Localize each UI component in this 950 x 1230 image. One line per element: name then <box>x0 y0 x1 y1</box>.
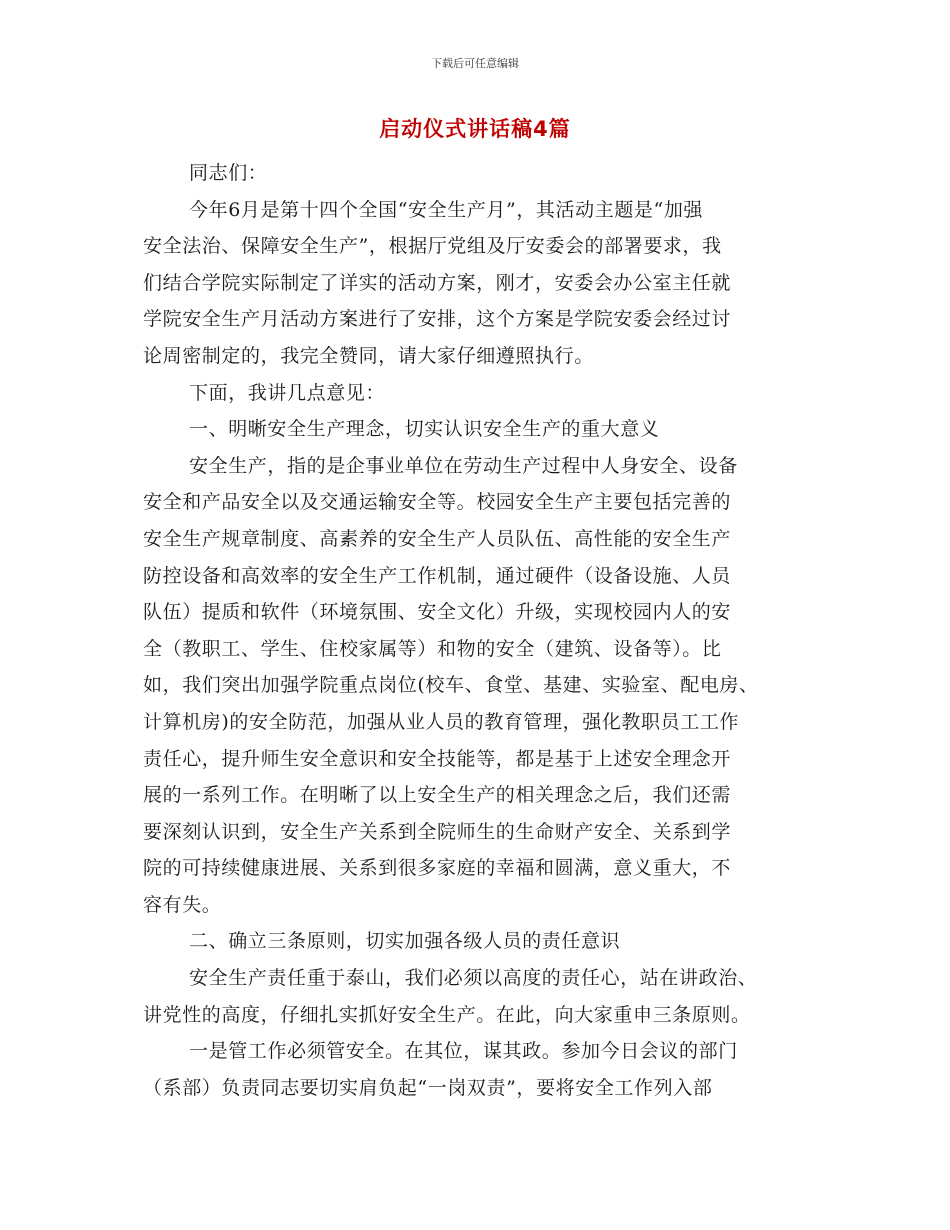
text-line: 全（教职工、学生、住校家属等）和物的安全（建筑、设备等）。比 <box>143 637 722 660</box>
text-line: 安全生产规章制度、高素养的安全生产人员队伍、高性能的安全生产 <box>143 527 732 550</box>
text-line: 一、明晰安全生产理念，切实认识安全生产的重大意义 <box>189 418 660 441</box>
text-line: 讲党性的高度，仔细扎实抓好安全生产。在此，向大家重申三条原则。 <box>143 1003 751 1026</box>
text-line: 责任心，提升师生安全意识和安全技能等，都是基于上述安全理念开 <box>143 747 732 770</box>
text-line: 安全生产责任重于泰山，我们必须以高度的责任心，站在讲政治、 <box>189 967 758 990</box>
text-line: 要深刻认识到，安全生产关系到全院师生的生命财产安全、关系到学 <box>143 820 732 843</box>
text-line: 防控设备和高效率的安全生产工作机制，通过硬件（设备设施、人员 <box>143 564 732 587</box>
text-line: 如，我们突出加强学院重点岗位(校车、食堂、基建、实验室、配电房、 <box>143 674 759 697</box>
text-line: 今年6月是第十四个全国“安全生产月”，其活动主题是“加强 <box>189 198 704 221</box>
text-line: 一是管工作必须管安全。在其位，谋其政。参加今日会议的部门 <box>189 1040 738 1063</box>
text-line: 展的一系列工作。在明晰了以上安全生产的相关理念之后，我们还需 <box>143 784 732 807</box>
text-line: 们结合学院实际制定了详实的活动方案，刚才，安委会办公室主任就 <box>143 271 732 294</box>
text-line: 安全和产品安全以及交通运输安全等。校园安全生产主要包括完善的 <box>143 491 732 514</box>
page-header-note: 下载后可任意编辑 <box>431 57 519 70</box>
text-line: 安全生产，指的是企事业单位在劳动生产过程中人身安全、设备 <box>189 454 738 477</box>
text-line: 计算机房)的安全防范，加强从业人员的教育管理，强化教职员工工作 <box>143 710 740 733</box>
text-line: 院的可持续健康进展、关系到很多家庭的幸福和圆满，意义重大，不 <box>143 857 732 880</box>
document-body <box>143 155 808 1106</box>
text-line: 论周密制定的，我完全赞同，请大家仔细遵照执行。 <box>143 344 594 367</box>
text-line: 同志们： <box>189 162 268 184</box>
text-line: （系部）负责同志要切实肩负起“一岗双责”，要将安全工作列入部 <box>143 1076 713 1099</box>
text-line: 队伍）提质和软件（环境氛围、安全文化）升级，实现校园内人的安 <box>143 601 732 624</box>
text-line: 安全法治、保障安全生产”，根据厅党组及厅安委会的部署要求，我 <box>143 235 722 258</box>
text-line: 下面，我讲几点意见： <box>189 381 386 404</box>
text-line: 容有失。 <box>143 893 222 916</box>
text-line: 二、确立三条原则，切实加强各级人员的责任意识 <box>189 930 621 953</box>
document-title: 启动仪式讲话稿4篇 <box>379 117 571 141</box>
text-line: 学院安全生产月活动方案进行了安排，这个方案是学院安委会经过讨 <box>143 308 732 331</box>
